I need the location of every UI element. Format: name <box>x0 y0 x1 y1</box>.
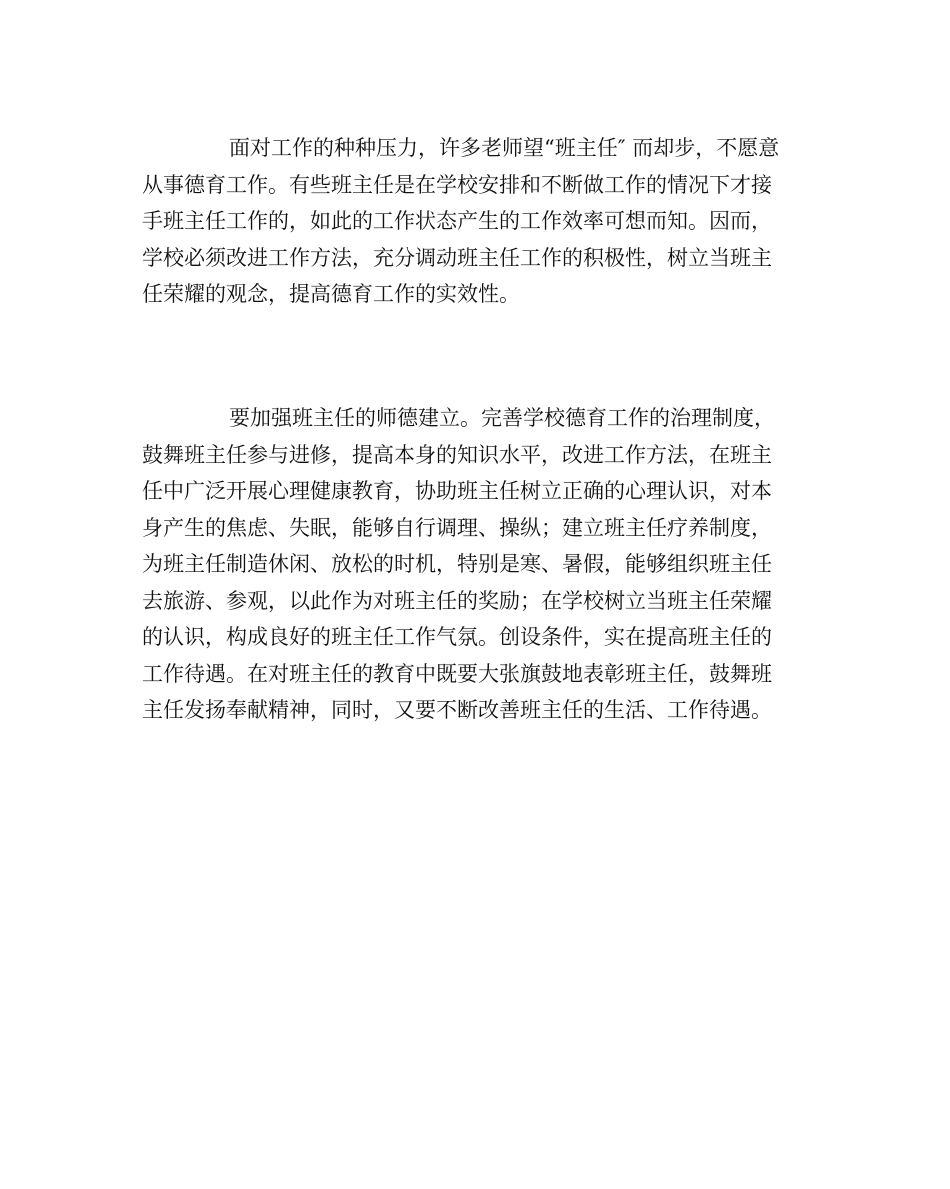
paragraph-line: 身产生的焦虑、失眠，能够自行调理、操纵；建立班主任疗养制度， <box>142 515 772 540</box>
paragraph-line: 面对工作的种种压力，许多老师望“班主任″ 而却步，不愿意 <box>229 136 780 160</box>
paragraph-2 <box>142 400 812 729</box>
paragraph-line: 的认识，构成良好的班主任工作气氛。创设条件，实在提高班主任的 <box>142 625 772 649</box>
paragraph-line: 任荣耀的观念，提高德育工作的实效性。 <box>142 282 520 306</box>
paragraph-line: 手班主任工作的，如此的工作状态产生的工作效率可想而知。因而， <box>142 209 772 233</box>
paragraph-line: 从事德育工作。有些班主任是在学校安排和不断做工作的情况下才接 <box>142 172 772 197</box>
paragraph-line: 去旅游、参观，以此作为对班主任的奖励；在学校树立当班主任荣耀 <box>142 588 772 613</box>
paragraph-line: 工作待遇。在对班主任的教育中既要大张旗鼓地表彰班主任，鼓舞班 <box>142 661 772 686</box>
paragraph-line: 主任发扬奉献精神，同时，又要不断改善班主任的生活、工作待遇。 <box>142 698 772 722</box>
paragraph-line: 要加强班主任的师德建立。完善学校德育工作的治理制度， <box>229 406 775 430</box>
paragraph-line: 鼓舞班主任参与进修，提高本身的知识水平，改进工作方法，在班主 <box>142 442 772 467</box>
paragraph-1 <box>142 130 812 313</box>
paragraph-line: 为班主任制造休闲、放松的时机，特别是寒、暑假，能够组织班主任 <box>142 552 772 576</box>
paragraph-line: 任中广泛开展心理健康教育，协助班主任树立正确的心理认识，对本 <box>142 479 772 503</box>
paragraph-line: 学校必须改进工作方法，充分调动班主任工作的积极性，树立当班主 <box>142 245 772 270</box>
